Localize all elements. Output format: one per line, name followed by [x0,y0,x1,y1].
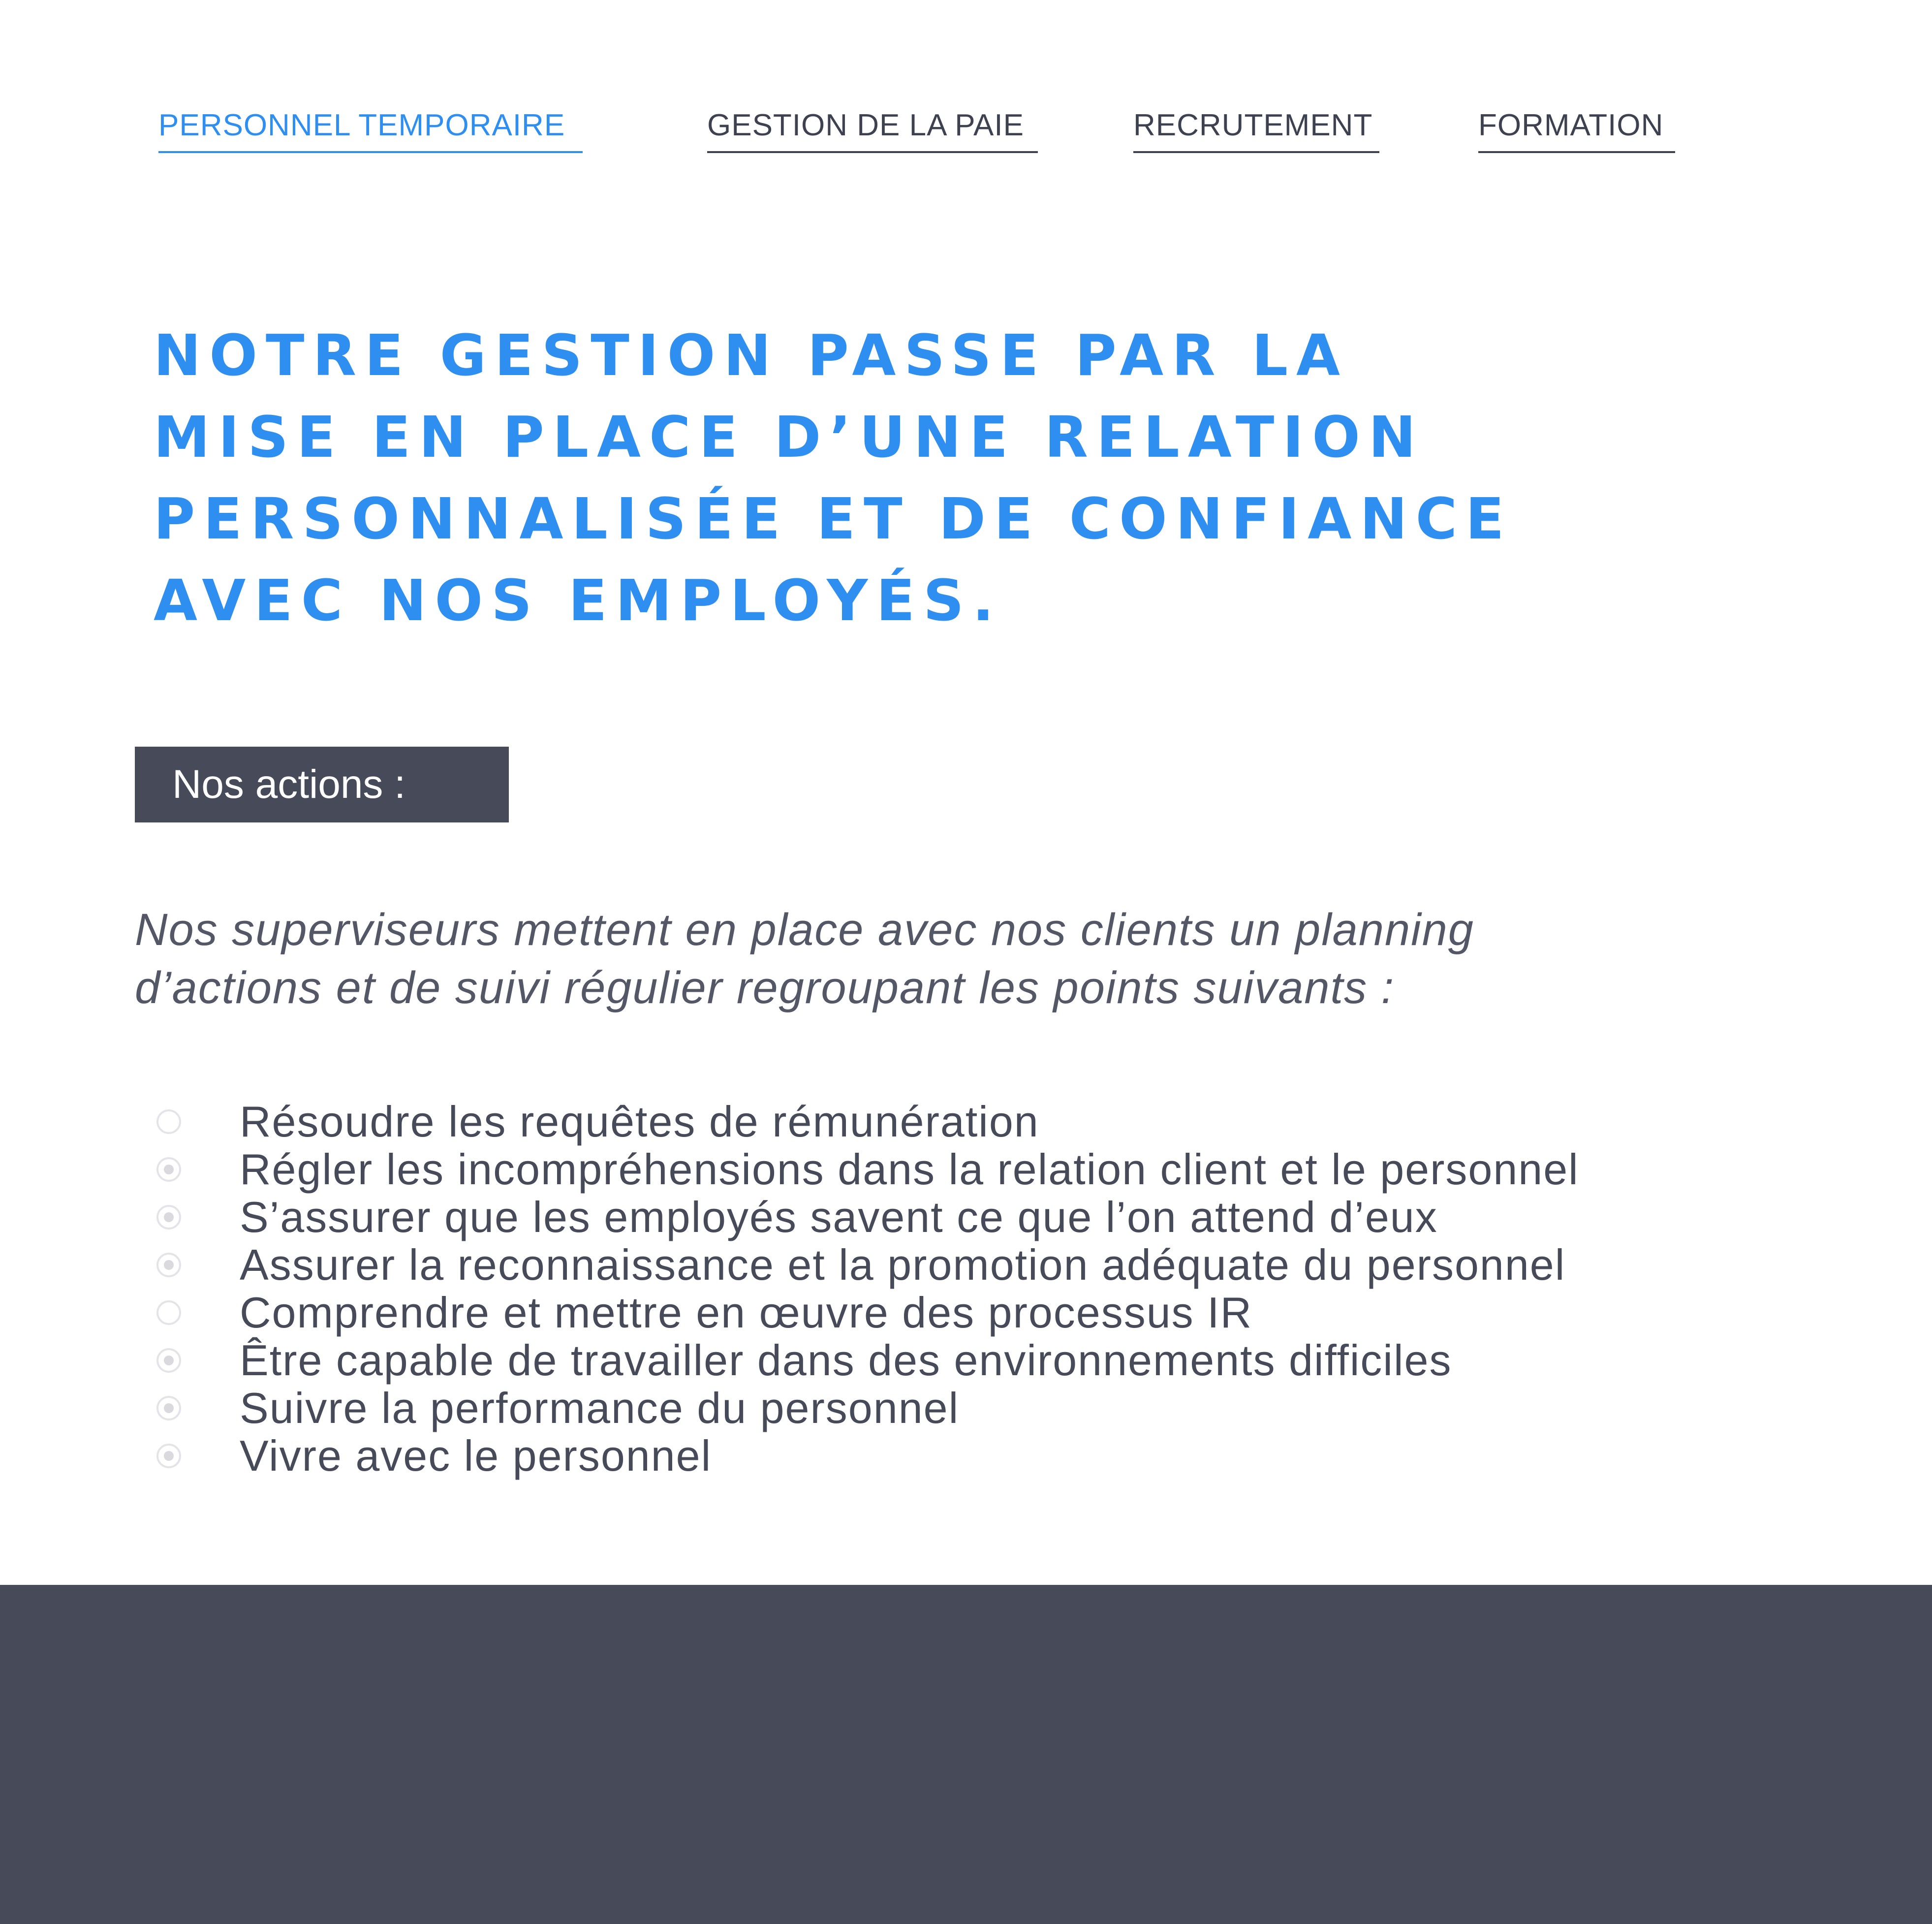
radio-button[interactable] [156,1205,181,1230]
tab-formation[interactable] [1478,106,1675,155]
list-item [0,1145,1932,1193]
radio-button[interactable] [156,1396,181,1420]
headline-line: MISE EN PLACE D’UNE RELATION [154,405,1425,471]
page-headline [154,315,1777,642]
tab-label: GESTION DE LA PAIE [707,108,1024,142]
intro-paragraph [135,901,1808,1017]
tab-underline [1133,151,1379,153]
action-label: Vivre avec le personnel [240,1431,712,1480]
action-label: Régler les incompréhensions dans la relation client et le personnel [240,1145,1579,1194]
tab-underline [1478,151,1675,153]
list-item [0,1336,1932,1384]
tab-recrutement[interactable] [1133,106,1379,155]
list-item [0,1432,1932,1480]
tab-underline [158,151,583,153]
list-item [0,1098,1932,1145]
action-label: S’assurer que les employés savent ce que l’on attend d’eux [240,1193,1438,1241]
action-label: Être capable de travailler dans des environnements difficiles [240,1336,1452,1385]
radio-button[interactable] [156,1444,181,1468]
footer-band [0,1585,1932,1924]
radio-button[interactable] [156,1348,181,1373]
action-label: Comprendre et mettre en œuvre des processus IR [240,1288,1253,1337]
tab-underline [707,151,1038,153]
section-label-nos-actions: Nos actions : [135,747,509,822]
list-item [0,1241,1932,1289]
list-item [0,1384,1932,1432]
tab-gestion-de-la-paie[interactable] [707,106,1038,155]
headline-line: PERSONNALISÉE ET DE CONFIANCE [154,486,1513,552]
radio-button[interactable] [156,1157,181,1182]
top-nav [0,0,1932,162]
radio-button[interactable] [156,1300,181,1325]
action-label: Résoudre les requêtes de rémunération [240,1097,1039,1146]
action-label: Suivre la performance du personnel [240,1384,960,1432]
tab-label: PERSONNEL TEMPORAIRE [158,108,565,142]
radio-button[interactable] [156,1109,181,1134]
tab-label: RECRUTEMENT [1133,108,1373,142]
tab-personnel-temporaire[interactable] [158,106,583,155]
headline-line: NOTRE GESTION PASSE PAR LA [154,323,1349,389]
headline-line: AVEC NOS EMPLOYÉS. [154,568,1002,634]
list-item [0,1193,1932,1241]
intro-line: d’actions et de suivi régulier regroupant les points suivants : [135,963,1395,1013]
action-label: Assurer la reconnaissance et la promotion adéquate du personnel [240,1240,1566,1289]
list-item [0,1289,1932,1336]
intro-line: Nos superviseurs mettent en place avec nos clients un planning [135,905,1474,955]
tab-label: FORMATION [1478,108,1664,142]
radio-button[interactable] [156,1253,181,1277]
actions-list [0,1098,1932,1480]
